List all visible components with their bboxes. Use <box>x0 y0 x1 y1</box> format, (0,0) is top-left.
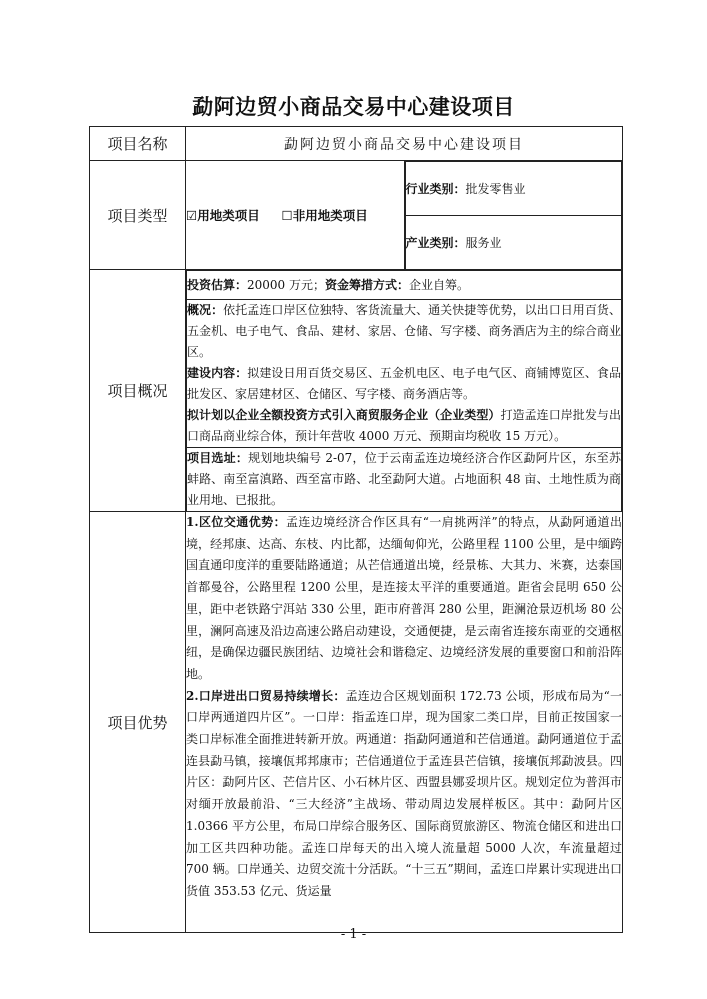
invest-value: 20000 万元； <box>247 277 326 292</box>
site-text: 规划地块编号 2-07，位于云南孟连边境经济合作区勐阿片区，东至苏蚌路、南至富滇路、西至富市路、北至勐阿大道。占地面积 48 亩、土地性质为商业用地、已报批。 <box>187 451 621 507</box>
sector-row <box>405 216 622 270</box>
p2-label: 2.口岸进出口贸易持续增长： <box>186 688 346 703</box>
name-label: 项目名称 <box>90 127 186 161</box>
overview-detail <box>187 300 622 448</box>
type-row <box>90 161 623 270</box>
site-label: 项目选址： <box>187 451 249 465</box>
plan-text: 打造孟连口岸批发与出口商品商业综合体，预计年营收 4000 万元、预期亩均税收 15 万元）。 <box>187 408 621 443</box>
project-table <box>89 126 623 933</box>
name-row <box>90 127 623 161</box>
type-label: 项目类型 <box>90 161 186 270</box>
land-checkbox: ☑用地类项目 <box>186 208 260 223</box>
content-label: 建设内容： <box>187 366 248 380</box>
p1-label: 1.区位交通优势： <box>186 515 286 529</box>
advantage-label: 项目优势 <box>90 512 186 933</box>
industry-label: 行业类别： <box>405 182 466 196</box>
sector-label: 产业类别： <box>405 236 466 250</box>
p1-text: 孟连边境经济合作区具有“一肩挑两洋”的特点，从勐阿通道出境，经邦康、达高、东枝、内比都，达缅甸仰光，公路里程 1100 公里，是中缅跨国直通印度洋的重要陆路通道；从芒信通道出境，经景栋、大其力、米赛，达泰国首都曼谷，公路里程 1200 公里，是连接太平洋的重要通道。距省会昆明 650 公里，距中老铁路宁洱站 330 公里，距市府普洱 280 公里，距澜沧景迈机场 80 公里，澜阿高速及沿边高速公路启动建设，交通便捷，是云南省连接东南亚的交通枢纽，是确保边疆民族团结、边境社会和谐稳定、边境经济发展的重要窗口和前沿阵地。 <box>186 515 622 681</box>
advantage-content <box>186 512 623 933</box>
overview-content <box>186 270 623 512</box>
industry-value: 批发零售业 <box>465 182 526 196</box>
category-cell <box>404 161 623 270</box>
content-text: 拟建设日用百货交易区、五金机电区、电子电气区、商铺博览区、食品批发区、家居建材区、仓储区、写字楼、商务酒店等。 <box>187 366 621 401</box>
investment-line <box>187 271 622 300</box>
page-title: 勐阿边贸小商品交易中心建设项目 <box>192 94 515 119</box>
page-number: - 1 - <box>340 927 367 942</box>
nonland-checkbox: ☐非用地类项目 <box>281 208 368 223</box>
overview-inner <box>186 270 622 511</box>
sector-value: 服务业 <box>465 236 502 250</box>
summary-label: 概况： <box>187 303 224 317</box>
advantage-row <box>90 512 623 933</box>
funding-label: 资金筹措方式： <box>325 277 410 292</box>
industry-row <box>405 162 622 216</box>
name-value: 勐阿边贸小商品交易中心建设项目 <box>186 127 623 161</box>
site-line <box>187 448 622 512</box>
overview-row <box>90 270 623 512</box>
land-type-options <box>186 161 405 270</box>
funding-value: 企业自筹。 <box>409 277 470 292</box>
plan-bold: 拟计划以企业全额投资方式引入商贸服务企业（企业类型） <box>187 408 501 422</box>
overview-label: 项目概况 <box>90 270 186 512</box>
category-table <box>405 161 623 269</box>
summary-text: 依托孟连口岸区位独特、客货流量大、通关快捷等优势，以出口日用百货、五金机、电子电气、食品、建材、家居、仓储、写字楼、商务酒店为主的综合商业区。 <box>187 303 621 359</box>
p2-text: 孟连边合区规划面积 172.73 公顷，形成布局为“一口岸两通道四片区”。一口岸：指孟连口岸，现为国家二类口岸，目前正按国家一类口岸标准全面推进转新开放。两通道：指勐阿通道和芒信通道。勐阿通道位于孟连县勐马镇，接壤佤邦邦康市；芒信通道位于孟连县芒信镇，接壤佤邦勐波县。四片区：勐阿片区、芒信片区、小石林片区、西盟县娜妥坝片区。规划定位为普洱市对缅开放最前沿、“三大经济”主战场、带动周边发展样板区。其中：勐阿片区 1.0366 平方公里，布局口岸综合服务区、国际商贸旅游区、物流仓储区和进出口加工区共四种功能。孟连口岸每天的出入境人流量超 5000 人次，车流量超过 700 辆。口岸通关、边贸交流十分活跃。“十三五”期间，孟连口岸累计实现进出口货值 353.53 亿元、货运量 <box>186 688 623 898</box>
invest-label: 投资估算： <box>187 277 248 292</box>
